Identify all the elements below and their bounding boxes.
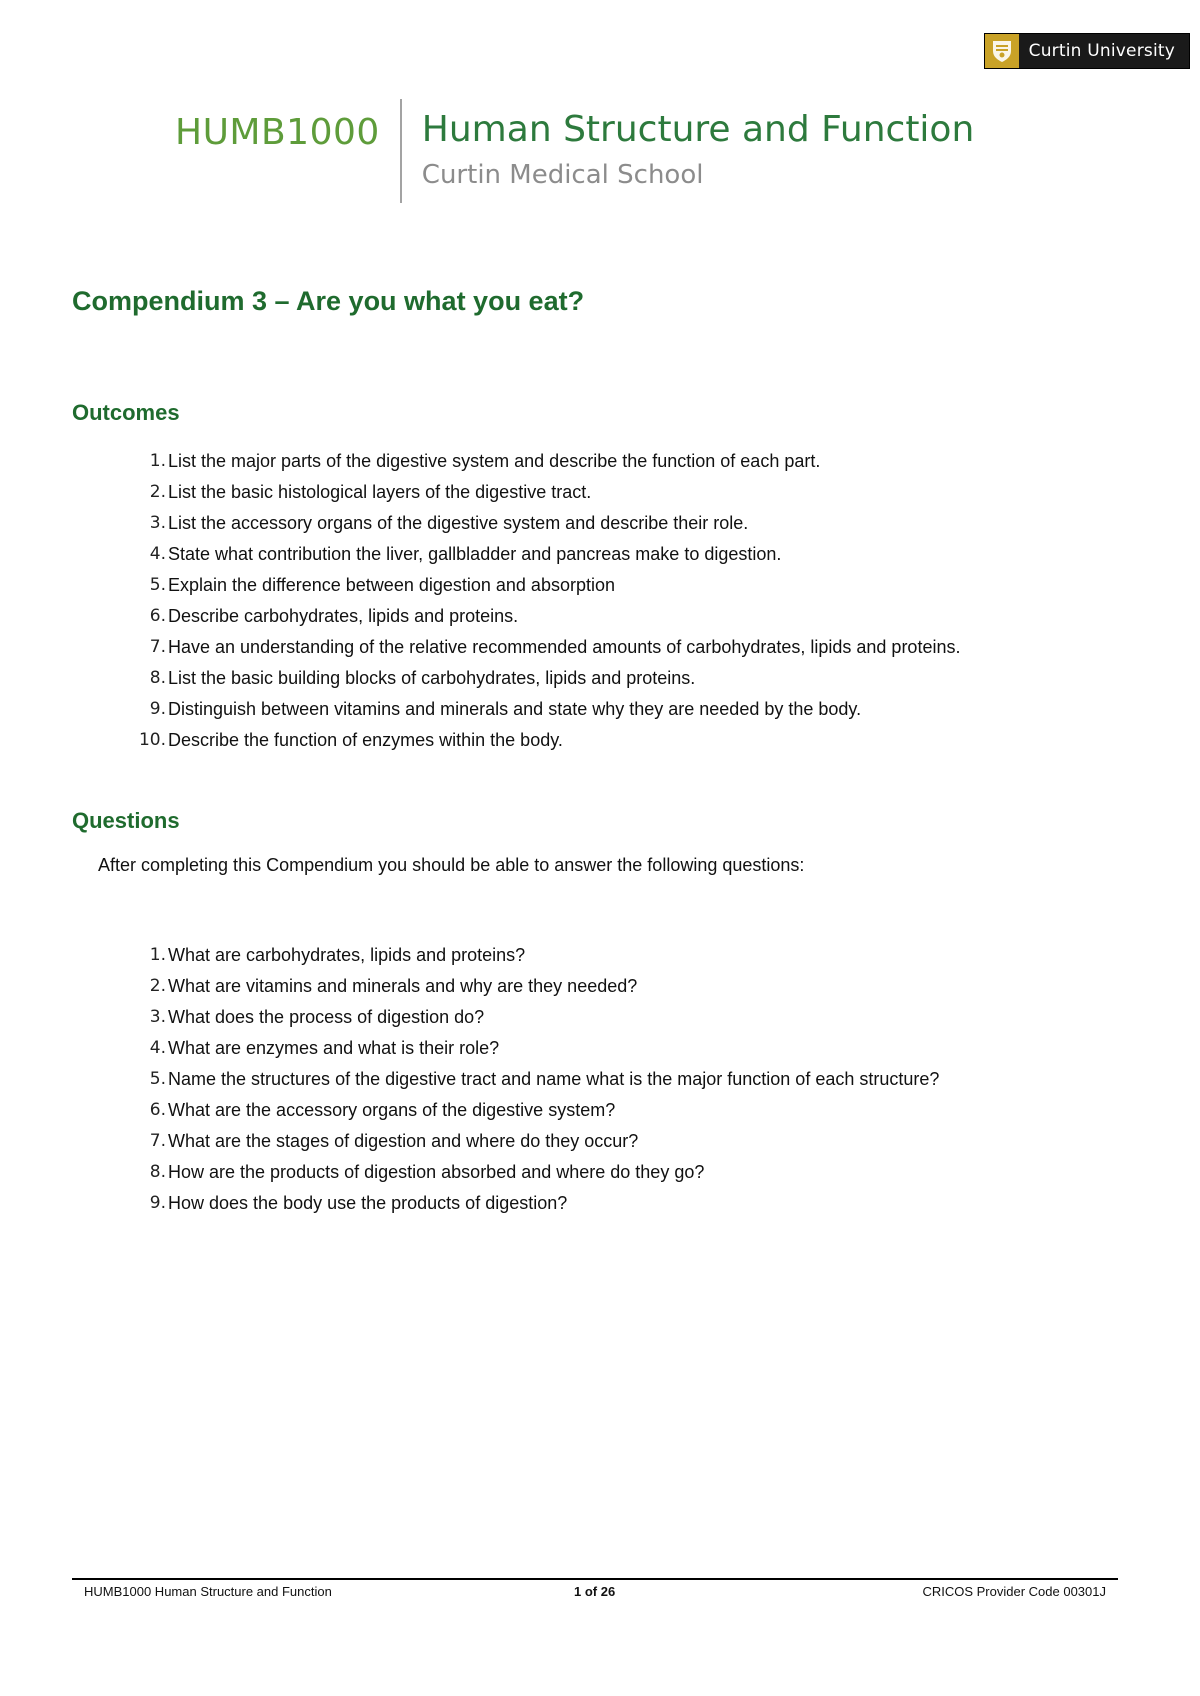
outcomes-list: [0, 446, 960, 756]
item-text: Describe carbohydrates, lipids and proteins.: [168, 606, 519, 626]
footer-unit-name: HUMB1000 Human Structure and Function: [84, 1584, 332, 1599]
item-number: 5.: [149, 575, 166, 595]
item-text: Distinguish between vitamins and minerals and state why they are needed by the body.: [168, 699, 862, 719]
item-number: 8.: [149, 668, 166, 688]
item-text: Have an understanding of the relative recommended amounts of carbohydrates, lipids and proteins.: [168, 637, 961, 657]
item-number: 6.: [149, 1100, 166, 1120]
item-number: 4.: [149, 544, 166, 564]
list-item: [0, 694, 960, 725]
footer-divider: [72, 1578, 1118, 1580]
list-item: [0, 601, 960, 632]
questions-intro: After completing this Compendium you should be able to answer the following questions:: [98, 855, 805, 875]
list-item: [0, 663, 960, 694]
list-item: [0, 539, 960, 570]
item-text: What does the process of digestion do?: [168, 1007, 485, 1027]
item-number: 2.: [149, 976, 166, 996]
list-item: [0, 1126, 939, 1157]
list-item: [0, 971, 939, 1002]
list-item: [0, 1033, 939, 1064]
list-item: [0, 940, 939, 971]
item-text: What are enzymes and what is their role?: [168, 1038, 500, 1058]
item-text: What are the accessory organs of the digestive system?: [168, 1100, 616, 1120]
item-number: 9.: [149, 699, 166, 719]
item-number: 5.: [149, 1069, 166, 1089]
item-number: 3.: [149, 513, 166, 533]
list-item: [0, 1095, 939, 1126]
item-text: List the major parts of the digestive system and describe the function of each part.: [168, 451, 821, 471]
item-text: How are the products of digestion absorbed and where do they go?: [168, 1162, 705, 1182]
questions-heading: Questions: [72, 808, 180, 833]
list-item: [0, 1064, 939, 1095]
school-name: Curtin Medical School: [421, 160, 704, 190]
item-text: Describe the function of enzymes within the body.: [168, 730, 563, 750]
cricos-code: CRICOS Provider Code 00301J: [922, 1584, 1106, 1599]
university-crest-icon: [985, 34, 1019, 68]
item-number: 9.: [149, 1193, 166, 1213]
unit-header: [175, 96, 974, 203]
item-text: List the accessory organs of the digestive system and describe their role.: [168, 513, 749, 533]
item-text: What are vitamins and minerals and why are they needed?: [168, 976, 638, 996]
item-text: List the basic histological layers of the digestive tract.: [168, 482, 592, 502]
item-text: What are carbohydrates, lipids and proteins?: [168, 945, 526, 965]
item-text: List the basic building blocks of carbohydrates, lipids and proteins.: [168, 668, 696, 688]
item-number: 1.: [149, 451, 166, 471]
page-title: Compendium 3 – Are you what you eat?: [72, 286, 585, 316]
item-number: 8.: [149, 1162, 166, 1182]
list-item: [0, 1002, 939, 1033]
questions-list: [0, 940, 939, 1219]
item-number: 10.: [138, 730, 166, 750]
item-text: State what contribution the liver, gallbladder and pancreas make to digestion.: [168, 544, 782, 564]
list-item: [0, 632, 960, 663]
curtin-university-logo: [984, 33, 1190, 69]
item-number: 1.: [149, 945, 166, 965]
list-item: [0, 570, 960, 601]
unit-titles: [402, 96, 974, 190]
list-item: [0, 508, 960, 539]
list-item: [0, 725, 960, 756]
unit-name: Human Structure and Function: [421, 109, 975, 150]
list-item: [0, 446, 960, 477]
item-text: Name the structures of the digestive tract and name what is the major function of each structure?: [168, 1069, 940, 1089]
list-item: [0, 477, 960, 508]
list-item: [0, 1188, 939, 1219]
outcomes-heading: Outcomes: [72, 400, 180, 425]
logo-wordmark: Curtin University: [1028, 41, 1175, 61]
item-number: 2.: [149, 482, 166, 502]
item-number: 6.: [149, 606, 166, 626]
item-number: 4.: [149, 1038, 166, 1058]
item-text: Explain the difference between digestion and absorption: [168, 575, 615, 595]
item-text: What are the stages of digestion and where do they occur?: [168, 1131, 639, 1151]
item-text: How does the body use the products of digestion?: [168, 1193, 568, 1213]
item-number: 7.: [149, 637, 166, 657]
item-number: 3.: [149, 1007, 166, 1027]
item-number: 7.: [149, 1131, 166, 1151]
page-number: 1 of 26: [574, 1584, 616, 1599]
unit-code: HUMB1000: [175, 112, 380, 153]
list-item: [0, 1157, 939, 1188]
